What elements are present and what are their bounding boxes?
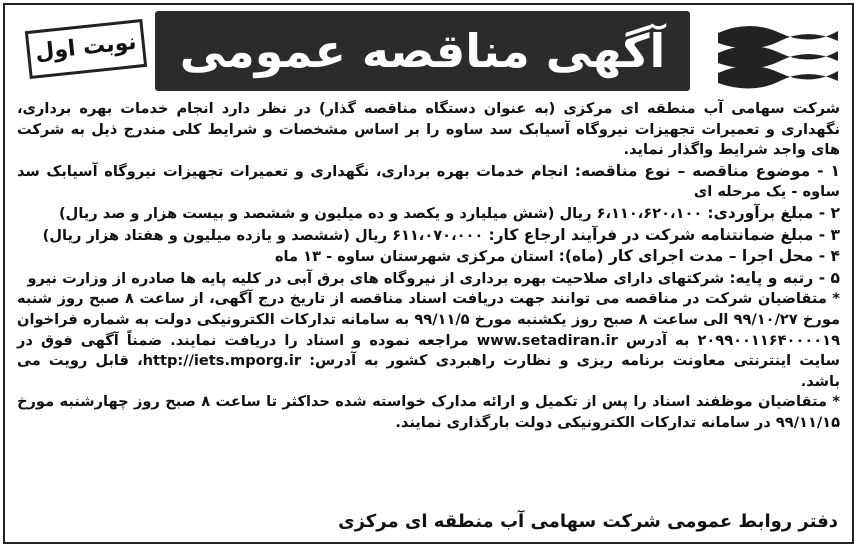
item-2-label: ۲ - مبلغ برآوردی: (707, 203, 840, 222)
note-1-part-a: * متقاضیان شرکت در مناقصه می توانند جهت دریافت اسناد مناقصه از تاریخ درج آگهی، از ساعت ۸ صبح روز شنبه مورخ ۹۹/۱۰/۲۷ الی ساعت ۸ صبح روز یکشنبه مورخ ۹۹/۱۱/۵ به سامانه تدارکات الکترونیکی دولت به شماره فراخوان ۲۰۹۹۰۰۱۱۶۴۰۰۰۰۱۹ به آدرس (17, 290, 841, 349)
page-title: آگهی مناقصه عمومی (179, 24, 666, 78)
note-2: * متقاضیان موظفند اسناد را پس از تکمیل و ارائه مدارک خواسته شده حداکثر تا ساعت ۸ صبح روز چهارشنبه مورخ ۹۹/۱۱/۱۵ در سامانه تدارکات الکترونیکی دولت بارگذاری نمایند. (17, 393, 840, 431)
item-2 (17, 203, 840, 225)
notice-body (17, 99, 840, 434)
item-4-text: استان مرکزی شهرستان ساوه - ۱۳ ماه (274, 248, 554, 266)
title-banner (155, 11, 690, 91)
intro-paragraph: شرکت سهامی آب منطقه ای مرکزی (به عنوان دستگاه مناقصه گذار) در نظر دارد انجام خدمات بهره برداری، نگهداری و تعمیرات تجهیزات نیروگاه آسیابک سد ساوه را بر اساس مشخصات و شرایط کلی مندرج ذیل به شرکت های واجد شرایط واگذار نماید. (17, 100, 840, 159)
note-1: * متقاضیان شرکت در مناقصه می توانند جهت دریافت اسناد مناقصه از تاریخ درج آگهی، از ساعت ۸ صبح روز شنبه مورخ ۹۹/۱۰/۲۷ الی ساعت ۸ صبح روز یکشنبه مورخ ۹۹/۱۱/۵ به سامانه تدارکات الکترونیکی دولت به شماره فراخوان ۲۰۹۹۰۰۱۱۶۴۰۰۰۰۱۹ به آدرس www.setadiran.ir مراجعه نموده و اسناد را دریافت نمایند. ضمناً آگهی فوق در سایت اینترنتی معاونت برنامه ریزی و نظارت راهبردی کشور به آدرس: http://iets.mporg.ir، قابل رویت می باشد. (17, 290, 841, 390)
item-1 (17, 161, 840, 203)
note-1-part-c: قابل رویت می باشد. (17, 352, 840, 390)
nobat-stamp: نوبت اول (25, 19, 147, 79)
water-waves-logo-icon (710, 11, 846, 93)
item-5-text: شرکتهای دارای صلاحیت بهره برداری از نیروگاه های برق آبی در کلیه پایه ها صادره از وزارت نیرو (27, 269, 725, 287)
item-5-label: ۵ - رتبه و پایه: (729, 268, 840, 287)
setad-url-link[interactable]: www.setadiran.ir (476, 331, 618, 349)
item-4 (17, 246, 840, 268)
item-3-label: ۳ - مبلغ ضمانتنامه شرکت در فرآیند ارجاع کار: (488, 225, 840, 244)
notice-frame (3, 3, 854, 544)
footer-signature: دفتر روابط عمومی شرکت سهامی آب منطقه ای مرکزی (338, 511, 838, 532)
item-3-text: ۶۱۱،۰۷۰،۰۰۰ ریال (ششصد و یازده میلیون و هفتاد هزار ریال) (42, 226, 484, 244)
item-3 (17, 225, 840, 247)
item-1-label: ۱ - موضوع مناقصه – نوع مناقصه: (574, 161, 840, 180)
item-2-text: ۶،۱۱۰،۶۲۰،۱۰۰ ریال (شش میلیارد و یکصد و ده میلیون و ششصد و بیست هزار و صد ریال) (58, 204, 703, 222)
item-5 (17, 268, 840, 290)
item-1-text: انجام خدمات بهره برداری، نگهداری و تعمیرات تجهیزات نیروگاه آسیابک سد ساوه - یک مرحله ای (17, 162, 840, 201)
note-1-part-b: مراجعه نموده و اسناد را دریافت نمایند. ضمناً آگهی فوق در سایت اینترنتی معاونت برنامه ریزی و نظارت راهبردی کشور به آدرس: (17, 331, 841, 370)
iets-url-link[interactable]: http://iets.mporg.ir (142, 352, 302, 370)
item-4-label: ۴ - محل اجرا – مدت اجرای کار (ماه): (558, 247, 840, 266)
